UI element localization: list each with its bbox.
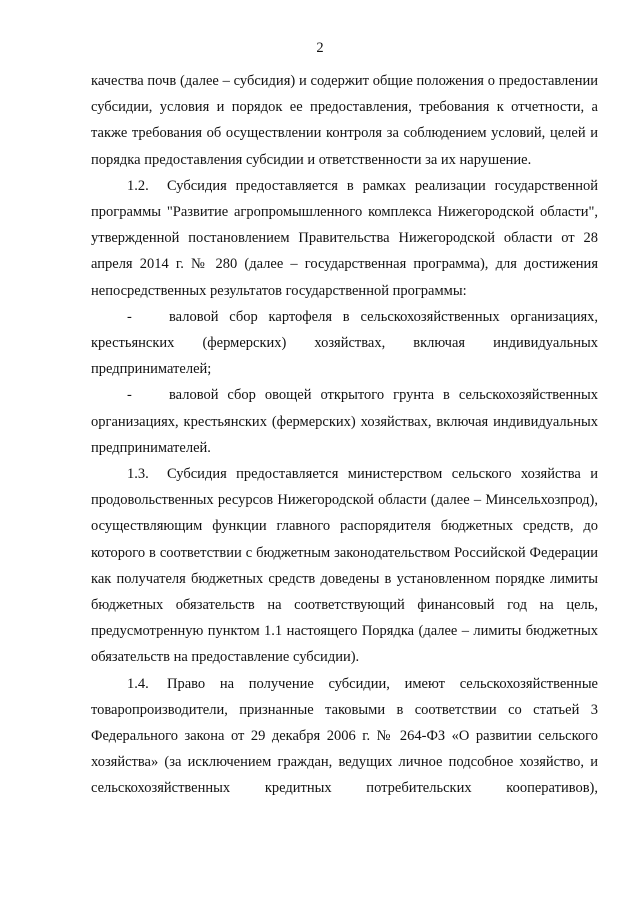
paragraph-text: Субсидия предоставляется министерством сельского хозяйства и продовольственных ресурсов Нижегородской области (далее – Минсельхозпрод), осуществляющим функции главного распорядителя бюджетных средств, до которого в соответствии с бюджетным законодательством Российской Федерации как получателя бюджетных средств доведены в установленном порядке лимиты бюджетных обязательств на соответствующий финансовый год на цель, предусмотренную пунктом 1.1 настоящего Порядка (далее – лимиты бюджетных обязательств на предоставление субсидии). bbox=[91, 466, 598, 666]
paragraph-number: 1.2. bbox=[127, 177, 149, 194]
list-item bbox=[91, 382, 598, 461]
list-item-text: валовой сбор овощей открытого грунта в сельскохозяйственных организациях, крестьянских (фермерских) хозяйствах, включая индивидуальных предпринимателей. bbox=[91, 387, 598, 456]
paragraph-number: 1.3. bbox=[127, 466, 149, 483]
paragraph-1-4 bbox=[91, 671, 598, 802]
page-number: 2 bbox=[316, 40, 324, 56]
paragraph-1-2 bbox=[91, 173, 598, 304]
document-body bbox=[91, 68, 598, 802]
list-item-text: валовой сбор картофеля в сельскохозяйственных организациях, крестьянских (фермерских) хозяйствах, включая индивидуальных предпринимателей; bbox=[91, 308, 598, 378]
bullet-dash: - bbox=[127, 308, 132, 325]
list-item bbox=[91, 304, 598, 383]
bullet-dash: - bbox=[127, 387, 132, 404]
paragraph-1-3 bbox=[91, 461, 598, 671]
paragraph-text: Субсидия предоставляется в рамках реализации государственной программы "Развитие агропромышленного комплекса Нижегородской области", утвержденной постановлением Правительства Нижегородской области от 28 апреля 2014 г. № 280 (далее – государственная программа), для достижения непосредственных результатов государственной программы: bbox=[91, 177, 598, 299]
paragraph-text: Право на получение субсидии, имеют сельскохозяйственные товаропроизводители, признанные таковыми в соответствии со статьей 3 Федерального закона от 29 декабря 2006 г. № 264-ФЗ «О развитии сельского хозяйства» (за исключением граждан, ведущих личное подсобное хозяйство, и сельскохозяйственных кредитных потребительских кооперативов), bbox=[91, 675, 598, 797]
paragraph-intro-continuation: качества почв (далее – субсидия) и содержит общие положения о предоставлении субсидии, условия и порядок ее предоставления, требования к отчетности, а также требования об осуществлении контроля за соблюдением условий, целей и порядка предоставления субсидии и ответственности за их нарушение. bbox=[91, 73, 598, 168]
paragraph-number: 1.4. bbox=[127, 675, 149, 692]
